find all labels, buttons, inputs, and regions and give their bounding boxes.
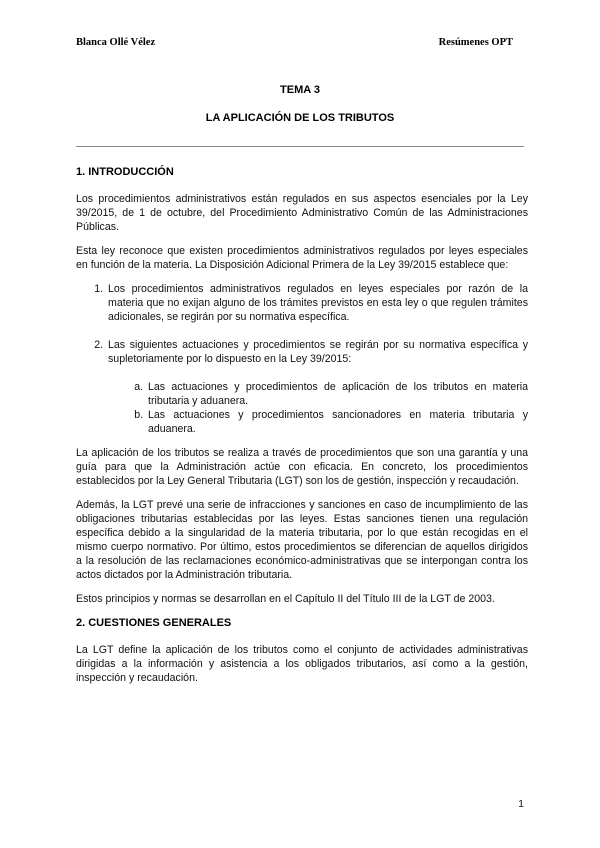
sublist-item: b. Las actuaciones y procedimientos sancionadores en materia tributaria y aduanera. [146, 408, 528, 436]
header-document-title: Resúmenes OPT [438, 37, 513, 48]
title-divider [76, 146, 524, 147]
section-heading-cuestiones-generales: 2. CUESTIONES GENERALES [76, 617, 232, 629]
paragraph: Estos principios y normas se desarrollan en el Capítulo II del Título III de la LGT de 2003. [76, 593, 495, 605]
paragraph: Los procedimientos administrativos están regulados en sus aspectos esenciales por la Ley 39/2015, de 1 de octubre, del Procedimiento Administrativo Común de las Administraciones Públicas. [76, 193, 528, 233]
numbered-list [76, 282, 528, 436]
paragraph: La LGT define la aplicación de los tributos como el conjunto de actividades administrativas dirigidas a la información y asistencia a los obligados tributarios, así como a la gestión, inspección y recaudación. [76, 644, 528, 684]
document-body [76, 165, 528, 695]
list-item-text: Las siguientes actuaciones y procedimientos se regirán por su normativa específica y supletoriamente por lo dispuesto en la Ley 39/2015: [108, 339, 528, 365]
paragraph: La aplicación de los tributos se realiza a través de procedimientos que son una garantía y una guía para que la Administración actúe con eficacia. En concreto, los procedimientos establecidos por la Ley General Tributaria (LGT) son los de gestión, inspección y recaudación. [76, 447, 528, 487]
paragraph: Además, la LGT prevé una serie de infracciones y sanciones en caso de incumplimiento de las obligaciones tributarias establecidas por las leyes. Estas sanciones tienen una regulación específica debido a la singularidad de la materia tributaria, por lo que están recogidas en el mismo cuerpo normativo. Por último, estos procedimientos se diferencian de aquellos dirigidos a la resolución de las reclamaciones económico-administrativas que se interpongan contra los actos dictados por la Administración tributaria. [76, 499, 528, 581]
paragraph: Esta ley reconoce que existen procedimientos administrativos regulados por leyes especiales en función de la materia. La Disposición Adicional Primera de la Ley 39/2015 establece que: [76, 245, 528, 271]
header-author: Blanca Ollé Vélez [76, 37, 156, 48]
subject-title: LA APLICACIÓN DE LOS TRIBUTOS [205, 112, 395, 124]
sublist-item: a. Las actuaciones y procedimientos de aplicación de los tributos en materia tributaria y aduanera. [146, 380, 528, 408]
list-item: 1. Los procedimientos administrativos regulados en leyes especiales por razón de la materia que no exijan alguno de los trámites previstos en esta ley o que regulen trámites adicionales, se regirán por su normativa específica. [106, 282, 528, 324]
topic-title: TEMA 3 [280, 84, 320, 96]
page-number: 1 [518, 798, 524, 810]
list-item [106, 338, 528, 436]
lettered-sublist [108, 380, 528, 436]
section-heading-introduccion: 1. INTRODUCCIÓN [76, 166, 174, 178]
